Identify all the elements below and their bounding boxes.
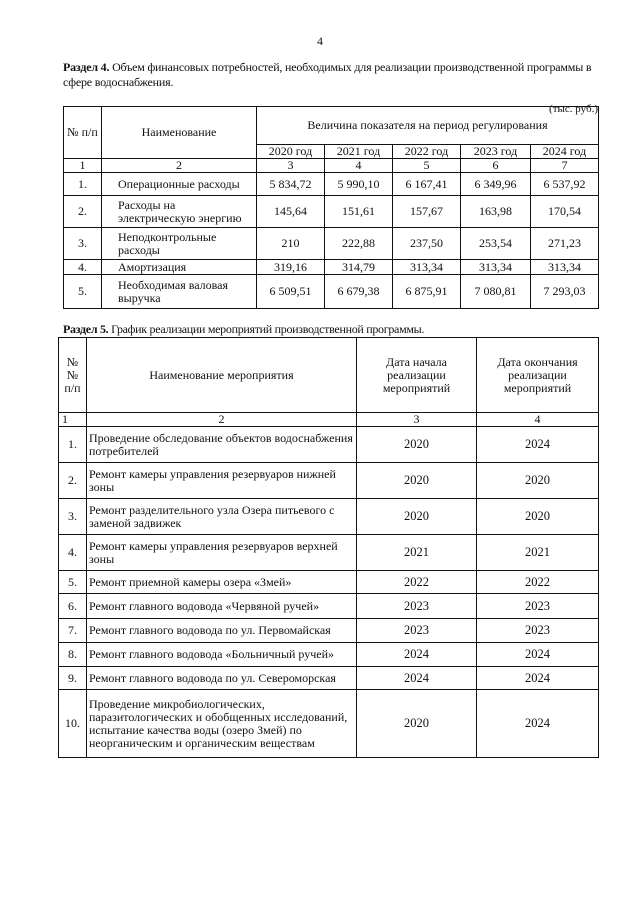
row-name: Проведение микробиологических, паразитологических и обобщенных исследований, испытание качества воды (озеро Змей) по неорганическим и органическим веществам — [87, 690, 357, 758]
row-name: Ремонт главного водовода по ул. Первомайская — [87, 619, 357, 643]
table-row — [59, 427, 599, 463]
header-period: Величина показателя на период регулирования — [257, 107, 599, 145]
header-year: 2023 год — [461, 145, 531, 159]
row-end: 2023 — [477, 594, 599, 619]
row-end: 2024 — [477, 427, 599, 463]
row-end: 2020 — [477, 499, 599, 535]
table-row — [59, 499, 599, 535]
row-value: 222,88 — [325, 228, 393, 260]
row-name: Неподконтрольные расходы — [102, 228, 257, 260]
section4-title — [63, 60, 603, 90]
table-row — [59, 690, 599, 758]
row-value: 6 167,41 — [393, 173, 461, 196]
column-number: 3 — [257, 159, 325, 173]
column-number: 5 — [393, 159, 461, 173]
header-year: 2022 год — [393, 145, 461, 159]
row-value: 157,67 — [393, 196, 461, 228]
row-name: Ремонт разделительного узла Озера питьевого с заменой задвижек — [87, 499, 357, 535]
section4-title-text: Объем финансовых потребностей, необходимых для реализации производственной программы в сфере водоснабжения. — [63, 60, 592, 89]
row-end: 2021 — [477, 535, 599, 571]
section5-title-label: Раздел 5. — [63, 322, 109, 336]
table-row — [64, 228, 599, 260]
row-value: 6 509,51 — [257, 275, 325, 309]
row-name: Амортизация — [102, 260, 257, 275]
row-name: Ремонт главного водовода по ул. Североморская — [87, 667, 357, 690]
row-num: 8. — [59, 643, 87, 667]
row-value: 314,79 — [325, 260, 393, 275]
header-num: № п/п — [64, 107, 102, 159]
column-number-row — [59, 413, 599, 427]
row-end: 2024 — [477, 667, 599, 690]
row-end: 2024 — [477, 690, 599, 758]
row-value: 313,34 — [531, 260, 599, 275]
row-value: 5 990,10 — [325, 173, 393, 196]
header-year: 2020 год — [257, 145, 325, 159]
row-name: Ремонт главного водовода «Больничный ручей» — [87, 643, 357, 667]
page-number: 4 — [317, 34, 323, 48]
column-number: 4 — [325, 159, 393, 173]
column-number: 6 — [461, 159, 531, 173]
row-value: 271,23 — [531, 228, 599, 260]
section5-title-text: График реализации мероприятий производственной программы. — [108, 322, 425, 336]
row-end: 2020 — [477, 463, 599, 499]
row-name: Операционные расходы — [102, 173, 257, 196]
row-num: 4. — [59, 535, 87, 571]
row-start: 2020 — [357, 427, 477, 463]
row-value: 313,34 — [393, 260, 461, 275]
row-num: 4. — [64, 260, 102, 275]
units-label: (тыс. руб.) — [549, 103, 598, 115]
header-num: №№ п/п — [59, 338, 87, 413]
header-start: Дата начала реализации мероприятий — [357, 338, 477, 413]
row-end: 2022 — [477, 571, 599, 594]
table-row — [59, 535, 599, 571]
section5-title — [63, 322, 603, 337]
row-value: 5 834,72 — [257, 173, 325, 196]
row-name: Ремонт камеры управления резервуаров верхней зоны — [87, 535, 357, 571]
row-value: 7 080,81 — [461, 275, 531, 309]
table-row — [59, 619, 599, 643]
column-number: 1 — [59, 413, 87, 427]
table-header-row — [64, 107, 599, 145]
table-row — [59, 667, 599, 690]
header-name: Наименование мероприятия — [87, 338, 357, 413]
row-value: 151,61 — [325, 196, 393, 228]
row-num: 5. — [64, 275, 102, 309]
column-number: 7 — [531, 159, 599, 173]
header-year: 2021 год — [325, 145, 393, 159]
row-value: 237,50 — [393, 228, 461, 260]
schedule-table — [58, 337, 599, 758]
row-value: 319,16 — [257, 260, 325, 275]
column-number: 1 — [64, 159, 102, 173]
row-num: 1. — [64, 173, 102, 196]
row-start: 2024 — [357, 667, 477, 690]
row-name: Проведение обследование объектов водоснабжения потребителей — [87, 427, 357, 463]
row-value: 6 679,38 — [325, 275, 393, 309]
table-row — [64, 275, 599, 309]
row-num: 1. — [59, 427, 87, 463]
table-row — [59, 594, 599, 619]
row-start: 2023 — [357, 594, 477, 619]
row-value: 6 875,91 — [393, 275, 461, 309]
row-name: Ремонт камеры управления резервуаров нижней зоны — [87, 463, 357, 499]
table-row — [59, 571, 599, 594]
header-name: Наименование — [102, 107, 257, 159]
header-year: 2024 год — [531, 145, 599, 159]
row-value: 6 537,92 — [531, 173, 599, 196]
row-start: 2020 — [357, 499, 477, 535]
table-row — [64, 196, 599, 228]
row-start: 2024 — [357, 643, 477, 667]
row-value: 163,98 — [461, 196, 531, 228]
row-num: 10. — [59, 690, 87, 758]
row-num: 6. — [59, 594, 87, 619]
row-num: 7. — [59, 619, 87, 643]
row-value: 253,54 — [461, 228, 531, 260]
row-value: 6 349,96 — [461, 173, 531, 196]
row-start: 2022 — [357, 571, 477, 594]
row-num: 3. — [64, 228, 102, 260]
header-end: Дата окончания реализации мероприятий — [477, 338, 599, 413]
row-value: 7 293,03 — [531, 275, 599, 309]
row-name: Ремонт главного водовода «Червяной ручей» — [87, 594, 357, 619]
column-number: 2 — [87, 413, 357, 427]
row-name: Расходы на электрическую энергию — [102, 196, 257, 228]
row-value: 313,34 — [461, 260, 531, 275]
table-header-row — [59, 338, 599, 413]
row-value: 145,64 — [257, 196, 325, 228]
row-num: 5. — [59, 571, 87, 594]
row-num: 9. — [59, 667, 87, 690]
column-number: 4 — [477, 413, 599, 427]
row-num: 2. — [64, 196, 102, 228]
row-value: 210 — [257, 228, 325, 260]
column-number: 3 — [357, 413, 477, 427]
table-row — [59, 463, 599, 499]
table-row — [59, 643, 599, 667]
row-num: 2. — [59, 463, 87, 499]
row-name: Необходимая валовая выручка — [102, 275, 257, 309]
row-name: Ремонт приемной камеры озера «Змей» — [87, 571, 357, 594]
table-row — [64, 173, 599, 196]
row-end: 2023 — [477, 619, 599, 643]
table-row — [64, 260, 599, 275]
row-end: 2024 — [477, 643, 599, 667]
column-number: 2 — [102, 159, 257, 173]
row-start: 2023 — [357, 619, 477, 643]
row-num: 3. — [59, 499, 87, 535]
column-number-row — [64, 159, 599, 173]
row-start: 2021 — [357, 535, 477, 571]
row-value: 170,54 — [531, 196, 599, 228]
row-start: 2020 — [357, 463, 477, 499]
section4-title-label: Раздел 4. — [63, 60, 110, 74]
financial-needs-table — [63, 106, 599, 309]
row-start: 2020 — [357, 690, 477, 758]
